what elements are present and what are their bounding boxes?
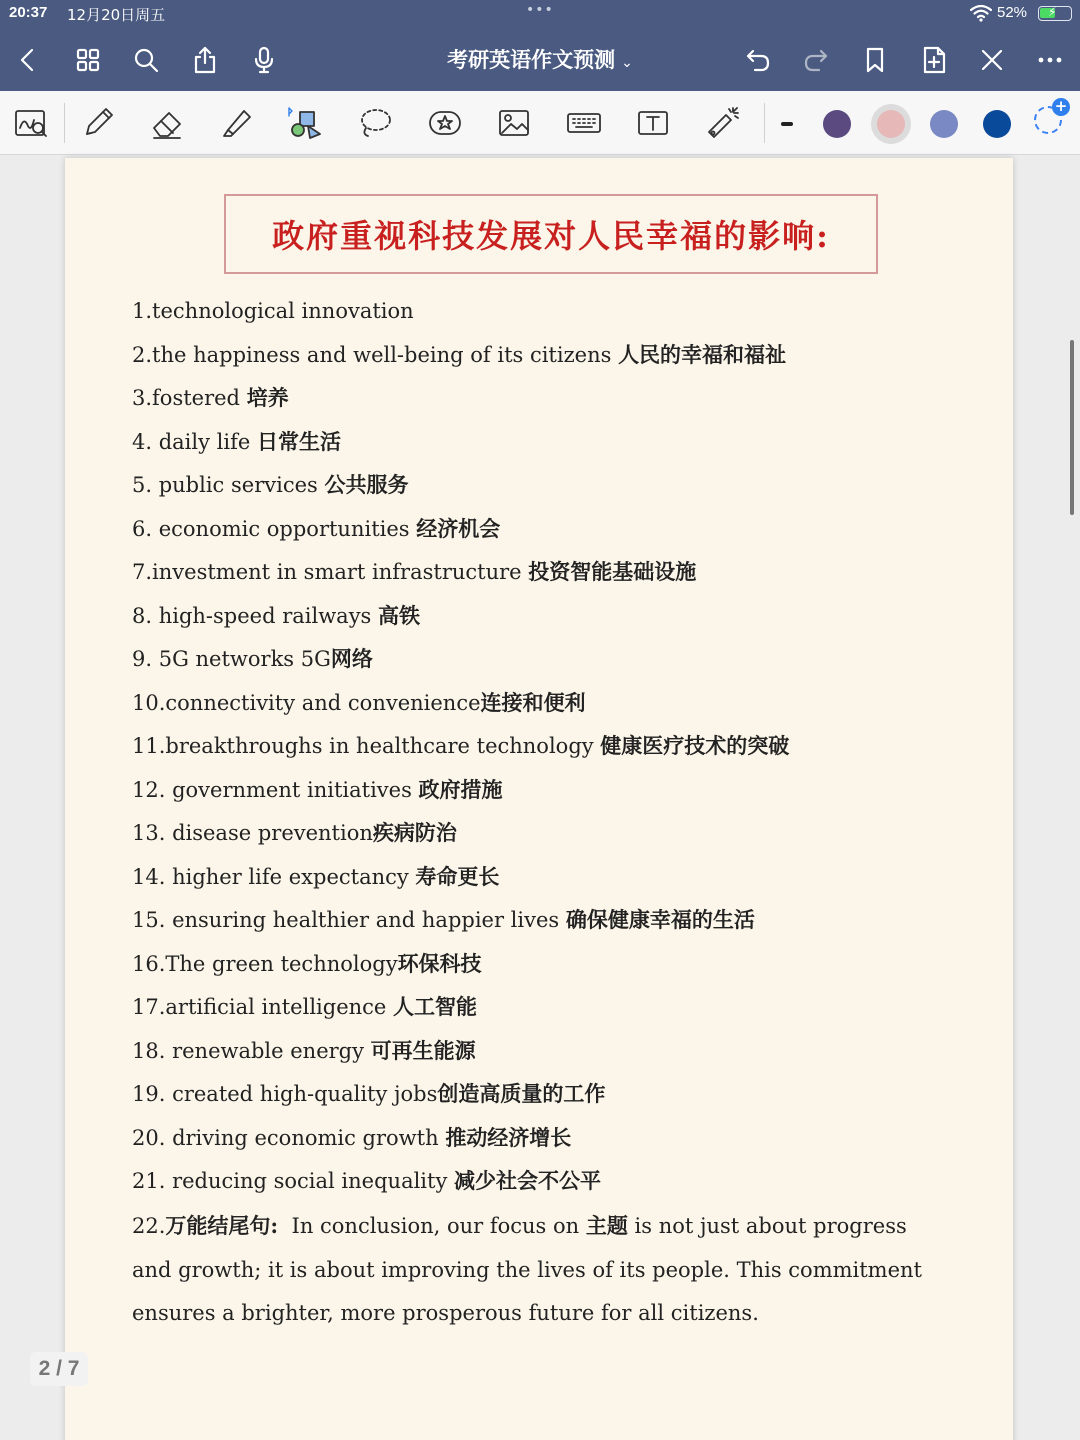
item-chinese: 经济机会 [416,515,501,541]
undo-icon [743,45,773,75]
grid-icon [73,45,103,75]
item-english: 17.artificial intelligence [132,995,394,1019]
heading-box [224,194,878,274]
list-item [132,1120,972,1164]
navigation-bar [0,30,1080,90]
item-english: 18. renewable energy [132,1038,371,1063]
color-swatch-navy[interactable] [983,110,1011,138]
highlighter-tool[interactable] [214,101,260,145]
item-english: 2.the happiness and well-being of its citizens [132,342,619,367]
item-chinese: 日常生活 [256,428,341,454]
list-item [132,1033,972,1077]
item-english: 5. public services [132,473,325,497]
keyboard-icon [565,104,603,142]
toolbar-divider [764,103,765,143]
item-english: 8. high-speed railways [132,603,379,628]
item-english: 3.fostered [132,386,247,410]
list-item [132,598,972,642]
close-edit-button[interactable] [972,40,1012,80]
document-title[interactable] [400,44,680,74]
ellipsis-icon [1035,45,1065,75]
list-item [132,859,972,903]
back-button[interactable] [8,40,48,80]
item-english: 15. ensuring healthier and happier lives [132,908,566,932]
more-button[interactable] [1030,40,1070,80]
status-time: 20:37 [9,4,48,21]
item-chinese: 投资智能基础设施 [528,559,697,584]
status-bar [0,0,1080,28]
bookmark-button[interactable] [855,40,895,80]
item-chinese: 环保科技 [397,950,482,976]
handwriting-zoom-tool[interactable] [8,101,54,145]
item-chinese: 健康医疗技术的突破 [600,733,790,758]
redo-button[interactable] [796,40,836,80]
redo-icon [801,45,831,75]
microphone-icon [249,45,279,75]
thumbnails-button[interactable] [68,40,108,80]
zoom-window-icon [12,104,50,142]
item-english: 9. 5G networks 5G [132,647,331,671]
laser-pointer-tool[interactable] [700,101,746,145]
item-english: 10.connectivity and convenience [132,690,481,715]
item-english: 12. government initiatives [132,777,419,802]
eraser-icon [148,104,186,142]
document-title-text: 考研英语作文预测 [447,48,616,72]
pencil-cross-icon [977,45,1007,75]
conclusion-text-2: is not just about progress and growth; it is about improving the lives of its people. This commitment ensures a brighter, more prosperous future for all citizens. [132,1214,922,1325]
conclusion-prefix: 22. [132,1214,166,1238]
list-item [132,337,972,381]
item-chinese: 培养 [246,385,289,410]
vocab-list [132,293,972,1207]
drawing-toolbar [0,91,1080,155]
stroke-width-selector[interactable] [781,122,793,126]
shapes-icon [286,104,324,142]
lasso-tool[interactable] [352,101,398,145]
item-chinese: 减少社会不公平 [454,1168,602,1193]
color-swatch-pink[interactable] [877,110,905,138]
item-chinese: 疾病防治 [372,820,457,845]
color-swatch-periwinkle[interactable] [930,110,958,138]
list-item [132,1163,972,1207]
search-button[interactable] [126,40,166,80]
sticker-tool[interactable] [422,101,468,145]
list-item [132,554,972,598]
shape-tool[interactable] [282,101,328,145]
item-chinese: 确保健康幸福的生活 [565,907,755,932]
item-chinese: 人民的幸福和福祉 [618,341,787,367]
microphone-button[interactable] [244,40,284,80]
conclusion-paragraph [132,1204,932,1336]
item-english: 19. created high-quality jobs [132,1082,438,1106]
conclusion-text-1: In conclusion, our focus on [291,1214,586,1238]
highlighter-icon [218,104,256,142]
item-english: 16.The green technology [132,951,398,976]
eraser-tool[interactable] [144,101,190,145]
add-color-button[interactable] [1034,97,1068,134]
lasso-icon [356,104,394,142]
pen-tool[interactable] [75,101,121,145]
image-icon [495,104,533,142]
item-chinese: 创造高质量的工作 [437,1081,606,1106]
battery-icon [1038,6,1072,21]
list-item [132,424,972,468]
item-english: 13. disease prevention [132,821,373,845]
list-item [132,467,972,511]
list-item [132,728,972,772]
bookmark-icon [860,45,890,75]
text-box-tool[interactable] [630,101,676,145]
toolbar-divider [64,103,65,143]
document-page[interactable] [65,158,1013,1440]
item-english: 1.technological innovation [132,299,414,323]
top-bar [0,0,1080,91]
list-item [132,946,972,990]
list-item [132,772,972,816]
search-icon [131,45,161,75]
item-chinese: 连接和便利 [480,689,586,715]
image-tool[interactable] [491,101,537,145]
item-english: 4. daily life [132,429,257,454]
list-item [132,293,972,337]
undo-button[interactable] [738,40,778,80]
item-english: 20. driving economic growth [132,1125,446,1150]
chevron-down-icon: ⌄ [621,55,633,71]
status-date: 12月20日周五 [67,6,166,24]
text-box-icon [634,104,672,142]
item-chinese: 网络 [330,646,373,671]
plus-icon: + [1052,98,1070,116]
item-chinese: 可再生能源 [370,1037,476,1063]
item-chinese: 推动经济增长 [445,1124,572,1150]
chevron-left-icon [13,45,43,75]
share-icon [190,45,220,75]
item-english: 11.breakthroughs in healthcare technology [132,734,601,758]
star-sticker-icon [426,104,464,142]
list-item [132,1076,972,1120]
color-swatch-purple[interactable] [823,110,851,138]
item-english: 21. reducing social inequality [132,1169,455,1193]
scrollbar[interactable] [1070,340,1074,515]
list-item [132,380,972,424]
list-item [132,511,972,555]
conclusion-topic: 主题 [585,1213,628,1238]
battery-percent: 52% [997,4,1028,21]
conclusion-label: 万能结尾句: [165,1213,279,1238]
share-button[interactable] [185,40,225,80]
item-chinese: 公共服务 [324,472,409,497]
keyboard-tool[interactable] [561,101,607,145]
add-page-icon [919,45,949,75]
charging-bolt-icon: ⚡ [1048,5,1057,19]
list-item [132,815,972,859]
list-item [132,685,972,729]
item-chinese: 高铁 [378,602,421,628]
add-page-button[interactable] [914,40,954,80]
list-item [132,989,972,1033]
pen-icon [79,104,117,142]
item-english: 6. economic opportunities [132,516,417,541]
item-chinese: 寿命更长 [415,863,500,889]
multitask-dots[interactable]: ••• [526,2,554,18]
item-english: 14. higher life expectancy [132,864,416,889]
page-heading: 政府重视科技发展对人民幸福的影响: [272,217,830,255]
item-chinese: 人工智能 [393,994,478,1019]
wifi-icon [970,4,992,22]
item-chinese: 政府措施 [418,776,503,802]
list-item [132,902,972,946]
list-item [132,641,972,685]
page-indicator: 2 / 7 [30,1352,88,1386]
item-english: 7.investment in smart infrastructure [132,560,529,584]
laser-pointer-icon [704,104,742,142]
